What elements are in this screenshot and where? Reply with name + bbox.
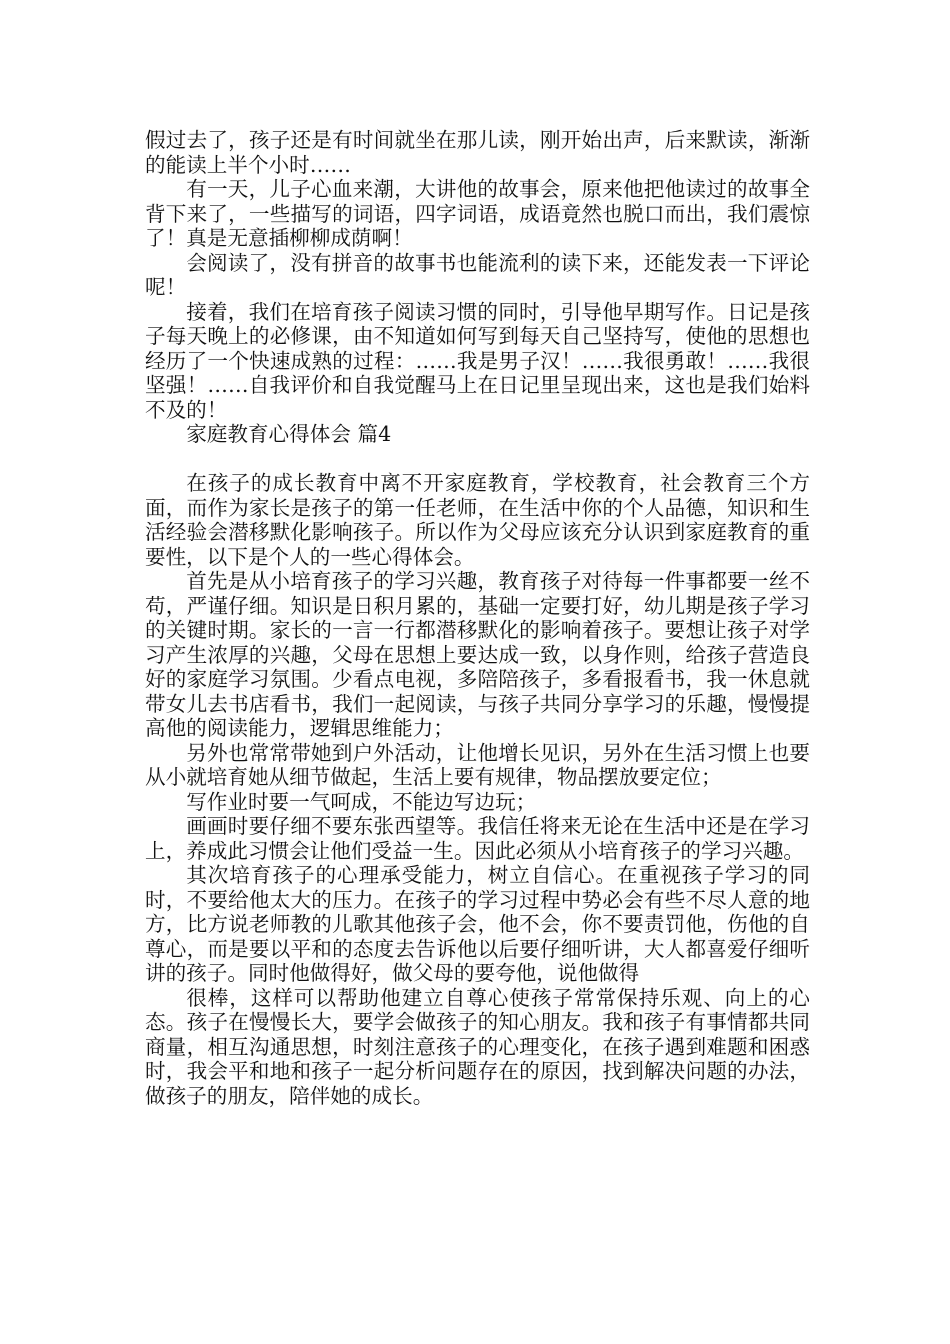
paragraph: 另外也常常带她到户外活动，让他增长见识，另外在生活习惯上也要从小就培育她从细节做起，生活上要有规律，物品摆放要定位； — [145, 740, 810, 789]
paragraph: 会阅读了，没有拼音的故事书也能流利的读下来，还能发表一下评论呢！ — [145, 250, 810, 299]
paragraph: 有一天，儿子心血来潮，大讲他的故事会，原来他把他读过的故事全背下来了，一些描写的词语，四字词语，成语竟然也脱口而出，我们震惊了！真是无意插柳柳成荫啊！ — [145, 177, 810, 250]
section-heading: 家庭教育心得体会 篇4 — [186, 422, 392, 446]
paragraph: 画画时要仔细不要东张西望等。我信任将来无论在生活中还是在学习上，养成此习惯会让他们受益一生。因此必须从小培育孩子的学习兴趣。 — [145, 814, 810, 863]
paragraph: 写作业时要一气呵成，不能边写边玩； — [186, 789, 537, 814]
paragraph: 接着，我们在培育孩子阅读习惯的同时，引导他早期写作。日记是孩子每天晚上的必修课，由不知道如何写到每天自己坚持写，使他的思想也经历了一个快速成熟的过程：……我是男子汉！……我很勇敢！……我很坚强！……自我评价和自我觉醒马上在日记里呈现出来，这也是我们始料不及的！ — [145, 299, 810, 422]
paragraph: 很棒，这样可以帮助他建立自尊心使孩子常常保持乐观、向上的心态。孩子在慢慢长大，要学会做孩子的知心朋友。我和孩子有事情都共同商量，相互沟通思想，时刻注意孩子的心理变化，在孩子遇到难题和困惑时，我会平和地和孩子一起分析问题存在的原因，找到解决问题的办法，做孩子的朋友，陪伴她的成长。 — [145, 985, 810, 1108]
paragraph: 首先是从小培育孩子的学习兴趣，教育孩子对待每一件事都要一丝不苟，严谨仔细。知识是日积月累的，基础一定要打好，幼儿期是孩子学习的关键时期。家长的一言一行都潜移默化的影响着孩子。要想让孩子对学习产生浓厚的兴趣，父母在思想上要达成一致，以身作则，给孩子营造良好的家庭学习氛围。少看点电视，多陪陪孩子，多看报看书，我一休息就带女儿去书店看书，我们一起阅读，与孩子共同分享学习的乐趣，慢慢提高他的阅读能力，逻辑思维能力； — [145, 569, 810, 740]
document-page — [145, 128, 810, 1108]
paragraph-continuation: 假过去了，孩子还是有时间就坐在那儿读，刚开始出声，后来默读，渐渐的能读上半个小时…… — [145, 128, 810, 177]
paragraph: 在孩子的成长教育中离不开家庭教育，学校教育，社会教育三个方面，而作为家长是孩子的第一任老师，在生活中你的个人品德，知识和生活经验会潜移默化影响孩子。所以作为父母应该充分认识到家庭教育的重要性，以下是个人的一些心得体会。 — [145, 471, 810, 569]
blank-line — [145, 447, 810, 472]
paragraph: 其次培育孩子的心理承受能力，树立自信心。在重视孩子学习的同时，不要给他太大的压力。在孩子的学习过程中势必会有些不尽人意的地方，比方说老师教的儿歌其他孩子会，他不会，你不要责罚他，伤他的自尊心，而是要以平和的态度去告诉他以后要仔细听讲，大人都喜爱仔细听讲的孩子。同时他做得好，做父母的要夸他，说他做得 — [145, 863, 810, 985]
